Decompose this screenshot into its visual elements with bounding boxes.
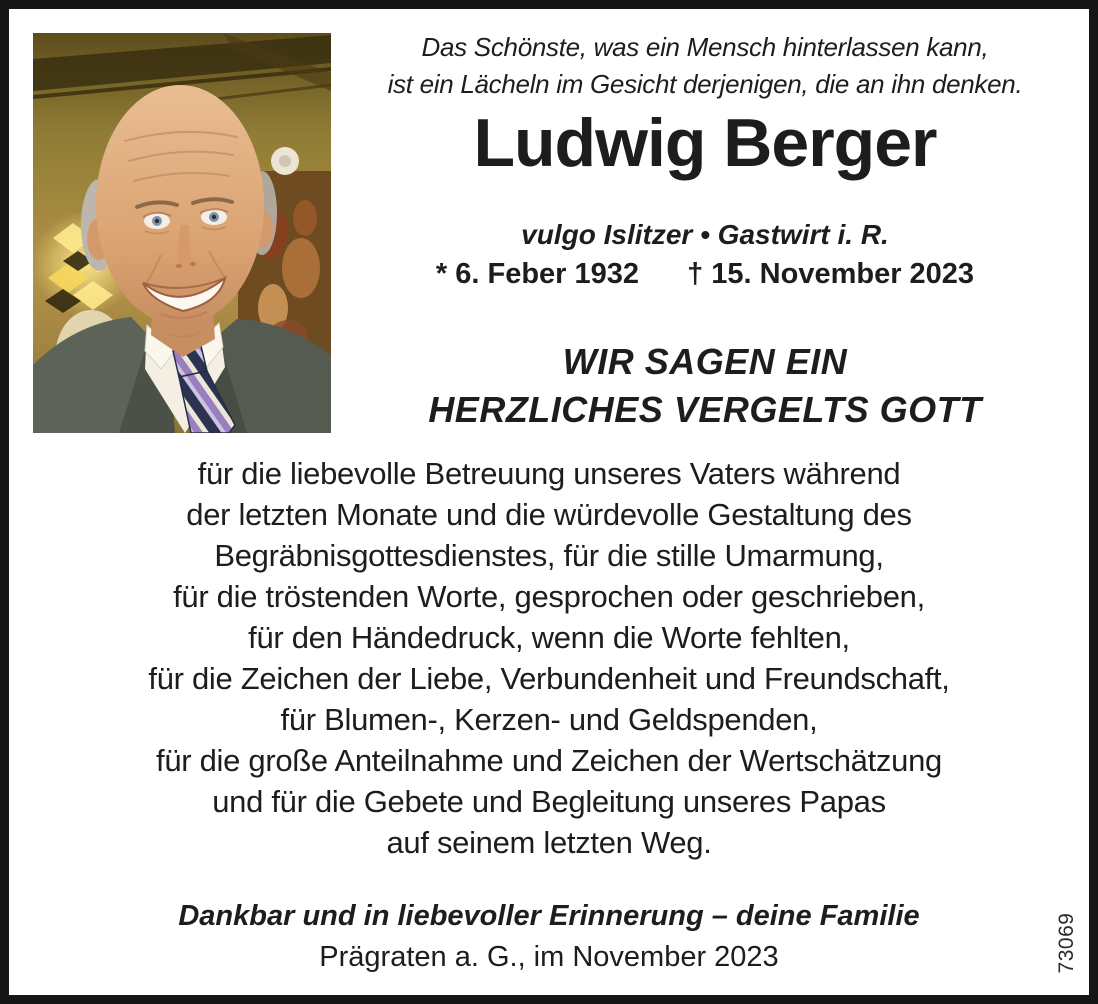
death-date: † 15. November 2023	[687, 258, 975, 290]
thanks-heading	[335, 338, 1075, 434]
memorial-quote-line1: Das Schönste, was ein Mensch hinterlassen kann,	[421, 32, 989, 62]
body-line: für Blumen-, Kerzen- und Geldspenden,	[280, 702, 818, 737]
portrait-illustration	[33, 33, 331, 433]
body-line: für die tröstenden Worte, gesprochen oder geschrieben,	[173, 579, 925, 614]
body-line: und für die Gebete und Begleitung unseres Papas	[212, 784, 886, 819]
thanks-heading-line1: WIR SAGEN EIN	[562, 341, 848, 382]
body-line: für den Händedruck, wenn die Worte fehlten,	[248, 620, 850, 655]
thanks-heading-line2: HERZLICHES VERGELTS GOTT	[428, 389, 982, 430]
print-ref-number: 73069	[1055, 912, 1078, 974]
life-dates	[335, 256, 1075, 292]
deceased-subtitle: vulgo Islitzer • Gastwirt i. R.	[521, 219, 889, 250]
body-line: Begräbnisgottesdienstes, für die stille Umarmung,	[214, 538, 884, 573]
body-line: der letzten Monate und die würdevolle Gestaltung des	[186, 497, 912, 532]
birth-date: * 6. Feber 1932	[435, 258, 640, 290]
body-line: für die Zeichen der Liebe, Verbundenheit und Freundschaft,	[148, 661, 950, 696]
closing-place-date: Prägraten a. G., im November 2023	[319, 941, 779, 973]
portrait-photo	[33, 33, 331, 433]
closing-family-line: Dankbar und in liebevoller Erinnerung – deine Familie	[178, 900, 920, 932]
body-line: für die große Anteilnahme und Zeichen der Wertschätzung	[156, 743, 942, 778]
memorial-quote	[335, 29, 1075, 103]
deceased-name: Ludwig Berger	[473, 105, 937, 181]
memorial-quote-line2: ist ein Lächeln im Gesicht derjenigen, die an ihn denken.	[387, 69, 1023, 99]
thanks-body	[9, 453, 1089, 863]
body-line: auf seinem letzten Weg.	[386, 825, 712, 860]
body-line: für die liebevolle Betreuung unseres Vaters während	[197, 456, 901, 491]
